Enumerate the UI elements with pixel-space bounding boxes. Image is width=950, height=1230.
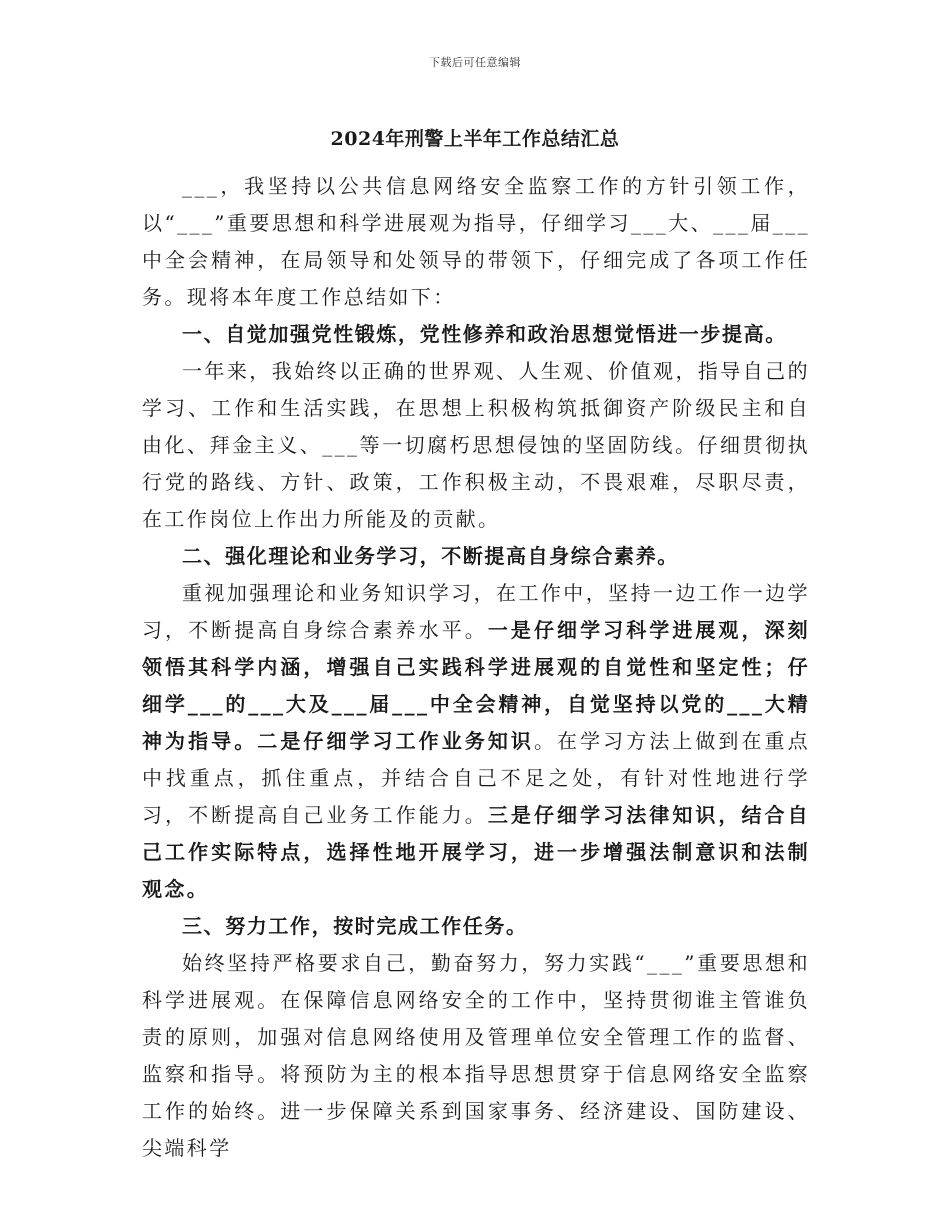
section-heading-2 xyxy=(142,538,810,575)
section-heading-1 xyxy=(142,316,810,353)
text-segment: 重视加强理论和业务知识学习，在工作中，坚持一边工作一边学习，不断提高自身综合素养水平。 xyxy=(142,581,810,642)
text-segment: 。在学习方法上做到在重点中找重点，抓住重点，并结合自己不足之处，有针对性地进行学习，不断提高自己业务工作能力。 xyxy=(142,729,810,827)
text-segment: ___，我坚持以公共信息网络安全监察工作的方针引领工作，以“___”重要思想和科学进展观为指导，仔细学习___大、___届___中全会精神，在局领导和处领导的带领下，仔细完成了各项工作任务。现将本年度工作总结如下： xyxy=(142,174,810,309)
bold-text-segment: 一是仔细学习科学进展观，深刻领悟其科学内涵，增强自己实践科学进展观的自觉性和坚定性；仔细学___的___大及___届___中全会精神，自觉坚持以党的___大精神为指导。二是仔细学习工作业务知识 xyxy=(142,618,810,753)
bold-text-segment: 三是仔细学习法律知识，结合自己工作实际特点，选择性地开展学习，进一步增强法制意识和法制观念。 xyxy=(142,803,810,901)
paragraph-section-1 xyxy=(142,353,810,538)
document-body xyxy=(142,168,810,1167)
text-segment: 始终坚持严格要求自己，勤奋努力，努力实践“___”重要思想和科学进展观。在保障信息网络安全的工作中，坚持贯彻谁主管谁负责的原则，加强对信息网络使用及管理单位安全管理工作的监督、监察和指导。将预防为主的根本指导思想贯穿于信息网络安全监察工作的始终。进一步保障关系到国家事务、经济建设、国防建设、尖端科学 xyxy=(142,951,810,1160)
paragraph-intro xyxy=(142,168,810,316)
header-note: 下载后可任意编辑 xyxy=(429,56,521,69)
heading-text: 二、强化理论和业务学习，不断提高自身综合素养。 xyxy=(182,544,679,568)
heading-text: 三、努力工作，按时完成工作任务。 xyxy=(182,914,528,938)
document-title: 2024年刑警上半年工作总结汇总 xyxy=(330,128,620,150)
paragraph-section-3 xyxy=(142,945,810,1167)
section-heading-3 xyxy=(142,908,810,945)
paragraph-section-2 xyxy=(142,575,810,908)
text-segment: 一年来，我始终以正确的世界观、人生观、价值观，指导自己的学习、工作和生活实践，在思想上积极构筑抵御资产阶级民主和自由化、拜金主义、___等一切腐朽思想侵蚀的坚固防线。仔细贯彻执行党的路线、方针、政策，工作积极主动，不畏艰难，尽职尽责，在工作岗位上作出力所能及的贡献。 xyxy=(142,359,810,531)
heading-text: 一、自觉加强党性锻炼，党性修养和政治思想觉悟进一步提高。 xyxy=(182,322,787,346)
